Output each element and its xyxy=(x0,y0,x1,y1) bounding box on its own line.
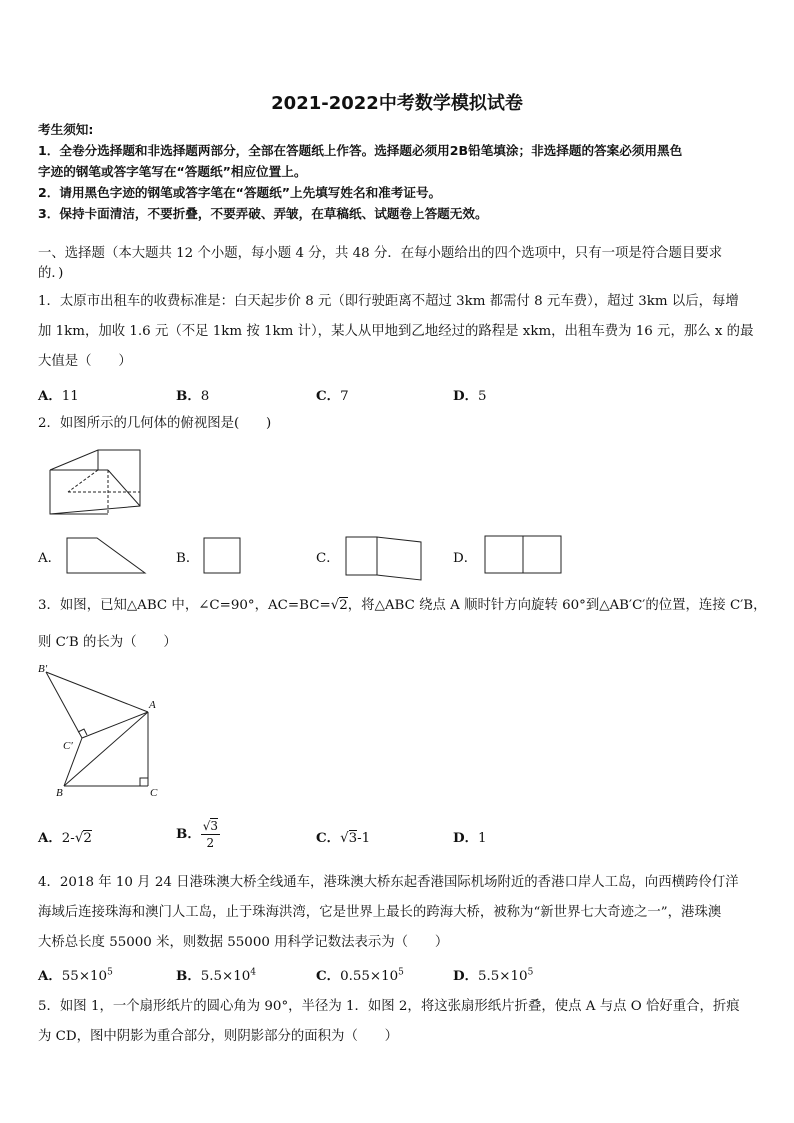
q4-line-2: 海域后连接珠海和澳门人工岛，止于珠海洪湾，它是世界上最长的跨海大桥，被称为“新世界七大奇迹之一”，港珠澳 xyxy=(38,905,722,920)
section-heading-line-2: 的．) xyxy=(38,266,64,281)
page-title: 2021-2022中考数学模拟试卷 xyxy=(271,93,523,114)
q1-line-3: 大值是（ ） xyxy=(38,354,132,369)
q2-option-d-rectangles xyxy=(485,536,565,576)
notice-item-1a: 1．全卷分选择题和非选择题两部分，全部在答题纸上作答。选择题必须用2B铅笔填涂；非选择题的答案必须用黑色 xyxy=(38,143,683,158)
q1-option-b[interactable]: B．8 xyxy=(176,388,210,404)
q3-option-c[interactable]: C．√3-1 xyxy=(316,830,371,846)
notice-item-3: 3．保持卡面清洁，不要折叠，不要弄破、弄皱，在草稿纸、试题卷上答题无效。 xyxy=(38,206,488,221)
q3-line-1: 3．如图，已知△ABC 中，∠C=90°，AC=BC=√2，将△ABC 绕点 A 顺时针方向旋转 60°到△AB′C′的位置，连接 C′B， xyxy=(38,596,766,616)
q2-option-c-shape xyxy=(345,536,425,582)
sqrt-symbol: √2 xyxy=(330,598,348,613)
section-heading-line-1: 一、选择题（本大题共 12 个小题，每小题 4 分，共 48 分．在每小题给出的四个选项中，只有一项是符合题目要求 xyxy=(38,246,723,261)
fraction: $\frac{√3}{2}$ xyxy=(202,819,219,850)
q2-option-b-label[interactable]: B． xyxy=(176,551,200,566)
q3-line-2: 则 C′B 的长为（ ） xyxy=(38,635,177,650)
q3-option-d[interactable]: D．1 xyxy=(453,830,487,846)
q4-line-3: 大桥总长度 55000 米，则数据 55000 用科学记数法表示为（ ） xyxy=(38,935,449,950)
q5-line-2: 为 CD，图中阴影为重合部分，则阴影部分的面积为（ ） xyxy=(38,1029,399,1044)
q3-option-b[interactable]: B． $\frac{√3}{2}$ xyxy=(176,819,219,850)
q5-line-1: 5．如图 1，一个扇形纸片的圆心角为 90°，半径为 1．如图 2，将这张扇形纸片折叠，使点 A 与点 O 恰好重合，折痕 xyxy=(38,999,740,1014)
q2-option-a-label[interactable]: A． xyxy=(38,551,62,566)
q4-option-c[interactable]: C．$0.55\times 10^5$ xyxy=(316,967,404,984)
label-b-prime: B′ xyxy=(38,663,48,675)
q1-option-a[interactable]: A．11 xyxy=(38,388,79,404)
q1-line-1: 1．太原市出租车的收费标准是：白天起步价 8 元（即行驶距离不超过 3km 都需付 8 元车费），超过 3km 以后，每增 xyxy=(38,294,739,309)
notice-item-2: 2．请用黑色字迹的钢笔或答字笔在“答题纸”上先填写姓名和准考证号。 xyxy=(38,185,442,200)
q3-triangle-figure xyxy=(36,662,166,802)
q2-option-a-trapezoid xyxy=(67,538,147,574)
notice-item-1b: 字迹的钢笔或答字笔写在“答题纸”相应位置上。 xyxy=(38,164,307,179)
q3-option-a[interactable]: A．2-√2 xyxy=(38,830,92,846)
q1-option-d[interactable]: D．5 xyxy=(453,388,487,404)
q2-option-b-square xyxy=(204,538,244,574)
q4-option-a[interactable]: A．$55\times 10^5$ xyxy=(38,967,113,984)
q1-option-c[interactable]: C．7 xyxy=(316,388,349,404)
q2-option-d-label[interactable]: D． xyxy=(453,551,478,566)
q2-solid-figure xyxy=(48,448,148,520)
q4-option-b[interactable]: B．$5.5\times 10^4$ xyxy=(176,967,257,984)
q4-line-1: 4．2018 年 10 月 24 日港珠澳大桥全线通车，港珠澳大桥东起香港国际机场附近的香港口岸人工岛，向西横跨伶仃洋 xyxy=(38,875,739,890)
label-a: A xyxy=(149,699,156,711)
notice-heading: 考生须知: xyxy=(38,122,94,137)
label-c: C xyxy=(150,787,158,799)
q2-line-1: 2．如图所示的几何体的俯视图是( ) xyxy=(38,416,272,431)
label-c-prime: C′ xyxy=(63,740,73,752)
q2-option-c-label[interactable]: C． xyxy=(316,551,340,566)
q1-line-2: 加 1km，加收 1.6 元（不足 1km 按 1km 计），某人从甲地到乙地经过的路程是 xkm，出租车费为 16 元，那么 x 的最 xyxy=(38,324,754,339)
q4-option-d[interactable]: D．$5.5\times 10^5$ xyxy=(453,967,534,984)
label-b: B xyxy=(56,787,63,799)
